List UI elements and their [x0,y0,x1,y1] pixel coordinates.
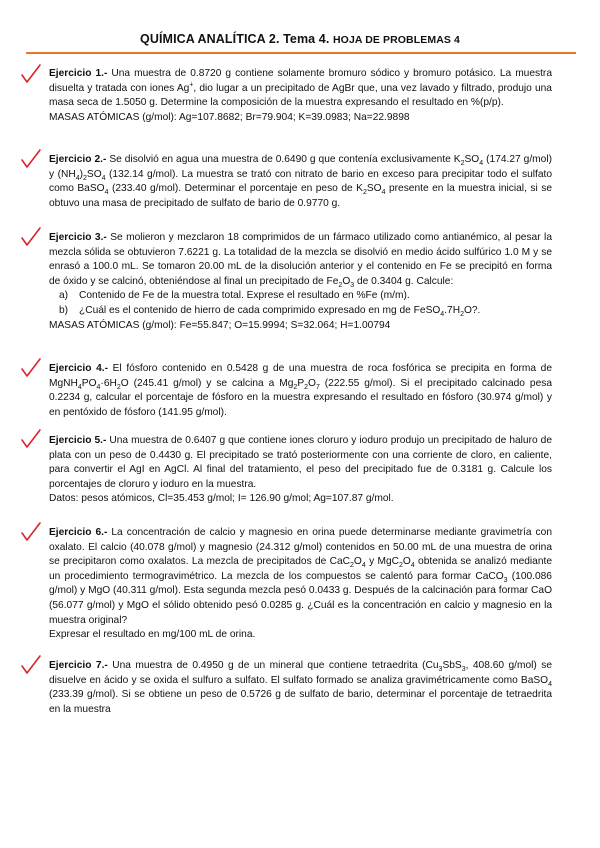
check-mark-icon [20,148,42,170]
exercise-3-atomic-masses: MASAS ATÓMICAS (g/mol): Fe=55.847; O=15.9994; S=32.064; H=1.00794 [49,319,391,331]
subscript: 4 [101,174,106,182]
exercise-7-label: Ejercicio 7.- [49,660,108,671]
subscript: 4 [410,562,415,570]
title-main: QUÍMICA ANALÍTICA 2. Tema 4. [140,32,330,46]
text: Se molieron y mezclaron 18 comprimidos de un fármaco utilizado como antianémico, al pesar la mezcla sólida se obtuvieron 7.6221 g. La totalidad de la mezcla se disolvió en medio ácido sulfúrico 1.0 M y se enrasó a 100.0 mL. Se tomaron 20.00 mL de la disolución anterior y el contenido en Fe se precipitó en forma de óxido y se calcinó, obteniéndose al final un precipitado de Fe [49,232,552,287]
text: Se disolvió en agua una muestra de 0.6490 g que contenía exclusivamente K [106,154,461,165]
subscript: 2 [362,189,367,197]
exercise-3-label: Ejercicio 3.- [49,232,107,243]
list-item-text: Contenido de Fe de la muestra total. Exprese el resultado en %Fe (m/m). [79,290,410,302]
text: (222.55 g/mol). Si el precipitado calcinado pesa 0.2234 g, calcular el porcentaje de fósforo en la muestra expresando el resultado en fósforo (30.974 g/mol) y en pentóxido de fósforo (141.95 g/mol). [49,377,552,418]
exercise-2-label: Ejercicio 2.- [49,154,107,165]
text: SO [464,154,480,165]
subscript: 4 [548,680,552,688]
list-item-text: ¿Cuál es el contenido de hierro de cada comprimido expresado en mg de FeSO [79,304,441,316]
text: de 0.3404 g. Calcule: [354,275,454,287]
text: Una muestra de 0.4950 g de un mineral que contiene tetraedrita (Cu [107,660,439,671]
text: (233.39 g/mol). Si se obtiene un peso de 0.5726 g de sulfato de bario, determinar el porcentaje de tetraedrita en la muestra [49,689,552,715]
text: (174.27 g/mol) y (NH [49,154,552,180]
subscript: 7 [315,383,320,391]
page-title [0,32,600,46]
exercise-1-text-cont: , dio lugar a un precipitado de AgBr que, una vez lavado y filtrado, produjo una masa seca de 1.5050 g. Determine la composición de la muestra expresando el resultado en %(p/p). [49,82,552,109]
subscript: 2 [460,311,464,318]
subscript: 4 [381,189,386,197]
subscript: 4 [77,383,82,391]
text: .7H [444,304,461,316]
check-mark-icon [20,63,42,85]
text: P [297,377,305,389]
subscript: 4 [96,383,101,391]
text: O (245.41 g/mol) y se calcina a Mg [120,377,294,389]
check-mark-icon [20,428,42,450]
subscript: 3 [350,281,355,289]
text: O [402,556,411,568]
exercise-3-questions [49,289,552,318]
exercise-1 [49,67,552,125]
text: (233.40 g/mol). Determinar el porcentaje en peso de K [108,183,363,195]
subscript: 2 [338,281,343,289]
title-subtitle: HOJA DE PROBLEMAS 4 [333,34,460,46]
text: O [353,556,362,568]
text: PO [81,377,97,389]
subscript: 2 [83,174,87,182]
text: (132.14 g/mol). La muestra se trató con nitrato de bario en exceso para precipitar todo el sulfato como BaSO [49,168,553,195]
list-marker: a) [59,290,69,302]
subscript: 3 [503,576,508,584]
subscript: 4 [440,311,445,318]
text: O [308,377,316,389]
text: La concentración de calcio y magnesio en orina puede determinarse mediante gravimetría con oxalato. El calcio (40.078 g/mol) y magnesio (24.312 g/mol) contenidos en 50.00 mL de una muestra de orina se precipitaron como oxalatos. La mezcla de precipitados de CaC [49,527,552,568]
subscript: 4 [479,160,484,168]
text: obtenida se analizó mediante un procedimiento termogravimétrico. La mezcla de los compuestos se calentó para formar CaCO [49,556,552,582]
subscript: 2 [398,562,403,570]
exercise-6-instruction: Expresar el resultado en mg/100 mL de orina. [49,629,256,641]
superscript: + [189,81,194,89]
exercise-6-label: Ejercicio 6.- [49,527,108,538]
exercise-5-text: Una muestra de 0.6407 g que contiene iones cloruro y ioduro produjo un precipitado de haluro de plata con un peso de 0.4430 g. El precipitado se trató posteriormente con una corriente de cloro, en caliente, para convertir el AgI en AgCl. Al final del tratamiento, el peso del precipitado fue de 0.3181 g. Calcule los porcentajes de cloruro y ioduro en la muestra. [49,435,552,490]
text: O [342,275,351,287]
exercise-7 [49,659,552,717]
exercise-1-label: Ejercicio 1.- [49,68,108,79]
subscript: 3 [461,666,466,674]
title-divider [26,52,576,54]
exercise-5-data: Datos: pesos atómicos, Cl=35.453 g/mol; I= 126.90 g/mol; Ag=107.87 g/mol. [49,493,394,505]
text: El fósforo contenido en 0.5428 g de una muestra de roca fosfórica se precipita en forma de MgNH [49,363,552,389]
text: SO [86,168,102,180]
subscript: 4 [75,174,80,182]
text: SO [366,183,382,195]
subscript: 4 [104,189,109,197]
check-mark-icon [20,357,42,379]
exercise-2 [49,153,552,211]
text: , 408.60 g/mol) se disuelve en ácido y se oxida el sulfuro a sulfato. El sulfato formado se analiza gravimétricamente como BaSO [49,660,552,686]
check-mark-icon [20,226,42,248]
list-marker: b) [59,304,69,316]
exercise-4 [49,362,552,420]
subscript: 3 [438,666,443,674]
subscript: 2 [116,383,121,391]
exercise-1-text: Una muestra de 0.8720 g contiene solamente bromuro sódico y bromuro potásico. La muestra disuelta y tratada con iones Ag [49,68,552,94]
text: SbS [442,660,462,671]
subscript: 2 [460,160,465,168]
text: O?. [463,304,481,316]
text: presente en la muestra inicial, si se obtuvo una masa de precipitado de sulfato de bario de 0.9770 g. [49,183,552,209]
exercise-5 [49,434,552,507]
subscript: 4 [361,562,366,570]
subscript: 2 [304,383,309,391]
subscript: 2 [293,383,298,391]
text: ) [79,168,83,180]
exercise-6 [49,526,552,643]
list-item [59,289,552,304]
exercise-4-label: Ejercicio 4.- [49,363,108,374]
exercise-5-label: Ejercicio 5.- [49,435,107,446]
text: (100.086 g/mol) y MgO (40.311 g/mol). Esta segunda mezcla pesó 0.0433 g. Después de la calcinación para formar CaO (56.077 g/mol) y MgO el sólido obtenido pesó 0.0285 g. ¿Cuál es la concentración en calcio y magnesio en la muestra original? [49,570,552,626]
text: y MgC [365,556,399,568]
exercise-3 [49,231,552,333]
list-item [59,304,552,319]
subscript: 2 [350,562,354,570]
exercise-1-atomic-masses: MASAS ATÓMICAS (g/mol): Ag=107.8682; Br=79.904; K=39.0983; Na=22.9898 [49,111,410,123]
check-mark-icon [20,654,42,676]
check-mark-icon [20,521,42,543]
text: ·6H [100,377,117,389]
